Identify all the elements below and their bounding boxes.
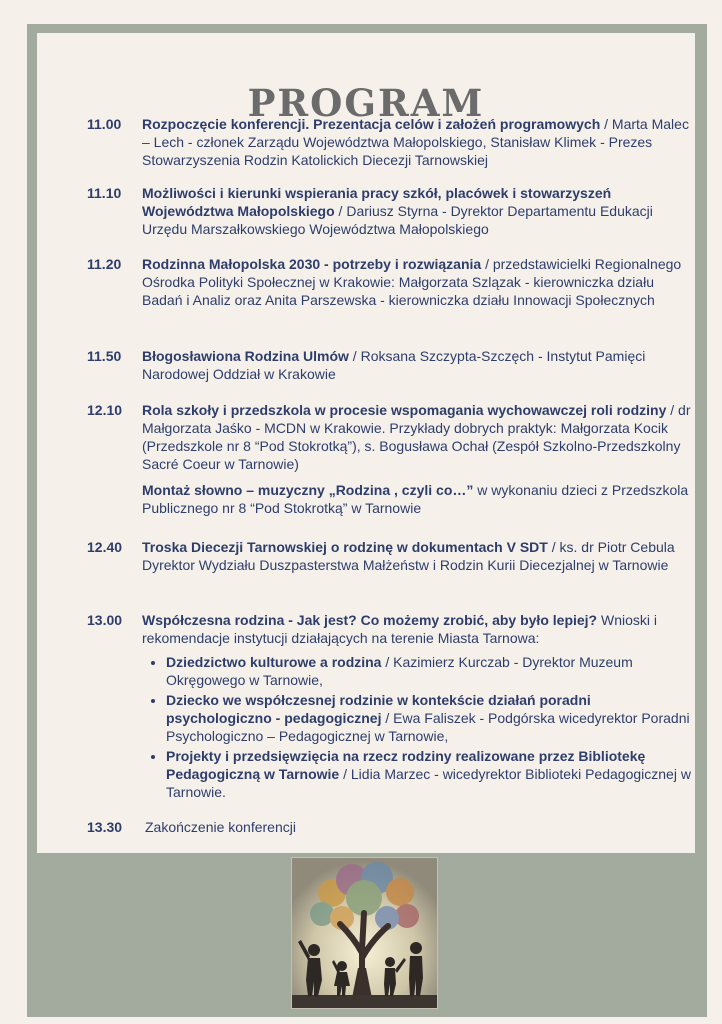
agenda-details: Wnioski i rekomendacje instytucji działających na terenie Miasta Tarnowa: bbox=[142, 612, 658, 646]
agenda-sep: / bbox=[547, 539, 560, 555]
agenda-entry-1210 bbox=[87, 401, 692, 517]
agenda-entry-1300 bbox=[87, 611, 692, 803]
item-title: Dziecko we współczesnej rodzinie w kontekście działań poradni psychologiczno - pedagogicznej bbox=[166, 692, 591, 726]
agenda-entry-1100 bbox=[87, 115, 692, 169]
agenda-time: 12.10 bbox=[87, 402, 123, 418]
agenda-title: Możliwości i kierunki wspierania pracy szkół, placówek i stowarzyszeń Województwa Małopolskiego bbox=[142, 185, 612, 219]
agenda-entry-1120 bbox=[87, 255, 692, 309]
agenda-title: Troska Diecezji Tarnowskiej o rodzinę w dokumentach V SDT bbox=[142, 539, 548, 555]
agenda-details: Roksana Szczypta-Szczęch - Instytut Pamięci Narodowej Oddział w Krakowie bbox=[142, 348, 646, 382]
agenda-details: przedstawicielki Regionalnego Ośrodka Polityki Społecznej w Krakowie: Małgorzata Szlązak - kierowniczka działu Badań i Analiz oraz Anita Parszewska - kierowniczka działu Innowacji Społecznych bbox=[142, 256, 682, 308]
recommendations-list bbox=[142, 653, 692, 801]
family-tree-illustration bbox=[291, 857, 438, 1009]
list-item bbox=[166, 691, 692, 745]
agenda-sep: / bbox=[334, 203, 347, 219]
agenda-title: Rola szkoły i przedszkola w procesie wspomagania wychowawczej roli rodziny bbox=[142, 402, 667, 418]
program-panel bbox=[37, 33, 695, 853]
item-title: Dziedzictwo kulturowe a rodzina bbox=[166, 654, 382, 670]
agenda-time: 11.10 bbox=[87, 185, 122, 201]
agenda-entry-1330 bbox=[87, 818, 692, 836]
agenda-sep: / bbox=[348, 348, 361, 364]
agenda-text bbox=[142, 255, 692, 309]
agenda-entry-1110 bbox=[87, 184, 692, 238]
agenda-entry-1240 bbox=[87, 538, 692, 574]
agenda-sep: / bbox=[481, 256, 493, 272]
agenda-time: 13.30 bbox=[87, 819, 123, 835]
agenda-text bbox=[142, 347, 692, 383]
agenda-title: Rodzinna Małopolska 2030 - potrzeby i rozwiązania bbox=[142, 256, 482, 272]
agenda-time: 11.20 bbox=[87, 256, 122, 272]
agenda-details: Zakończenie konferencji bbox=[145, 819, 296, 835]
item-details: / Kazimierz Kurczab - Dyrektor Muzeum Okręgowego w Tarnowie, bbox=[166, 654, 633, 688]
item-details: / Lidia Marzec - wicedyrektor Biblioteki Pedagogicznej w Tarnowie. bbox=[166, 766, 691, 800]
agenda-time: 11.00 bbox=[87, 116, 122, 132]
page-title: PROGRAM bbox=[247, 81, 485, 125]
agenda-entry-1150 bbox=[87, 347, 692, 383]
agenda-sep: / bbox=[600, 116, 612, 132]
agenda-time: 13.00 bbox=[87, 612, 123, 628]
agenda-details: Marta Malec – Lech - członek Zarządu Województwa Małopolskiego, Stanisław Klimek - Prezes Stowarzyszenia Rodzin Katolickich Diecezji Tarnowskiej bbox=[142, 116, 689, 168]
agenda-text bbox=[142, 538, 692, 574]
item-title: Projekty i przedsięwzięcia na rzecz rodziny realizowane przez Bibliotekę Pedagogiczną w Tarnowie bbox=[166, 748, 646, 782]
agenda-text bbox=[142, 611, 692, 801]
agenda-details: ks. dr Piotr Cebula Dyrektor Wydziału Duszpasterstwa Małżeństw i Rodzin Kurii Diecezjalnej w Tarnowie bbox=[142, 539, 675, 573]
agenda-title: Rozpoczęcie konferencji. Prezentacja celów i założeń programowych bbox=[142, 116, 601, 132]
agenda-time: 11.50 bbox=[87, 348, 122, 364]
item-details: / Ewa Faliszek - Podgórska wicedyrektor Poradni Psychologiczno – Pedagogicznej w Tarnowie, bbox=[166, 710, 690, 744]
agenda-text bbox=[142, 115, 692, 169]
agenda-extra-title: Montaż słowno – muzyczny „Rodzina , czyli co…” bbox=[142, 482, 474, 498]
list-item bbox=[166, 653, 692, 689]
family-tree-icon bbox=[292, 858, 437, 1008]
agenda-extra bbox=[142, 481, 692, 517]
agenda-title: Błogosławiona Rodzina Ulmów bbox=[142, 348, 349, 364]
agenda-time: 12.40 bbox=[87, 539, 123, 555]
agenda-details: Dariusz Styrna - Dyrektor Departamentu Edukacji Urzędu Marszałkowskiego Województwa Małopolskiego bbox=[142, 203, 653, 237]
agenda-details: / dr Małgorzata Jaśko - MCDN w Krakowie. Przykłady dobrych praktyk: Małgorzata Kocik (Przedszkole nr 8 “Pod Stokrotką”), s. Bogusława Ochał (Zespół Szkolno-Przedszkolny Sacré Coeur w Tarnowie) bbox=[142, 402, 691, 472]
agenda-text bbox=[142, 401, 692, 473]
agenda-title: Współczesna rodzina - Jak jest? Co możemy zrobić, aby było lepiej? bbox=[142, 612, 598, 628]
agenda-text bbox=[142, 184, 692, 238]
list-item bbox=[166, 747, 692, 801]
agenda-extra-details: w wykonaniu dzieci z Przedszkola Publicznego nr 8 “Pod Stokrotką” w Tarnowie bbox=[142, 482, 689, 516]
